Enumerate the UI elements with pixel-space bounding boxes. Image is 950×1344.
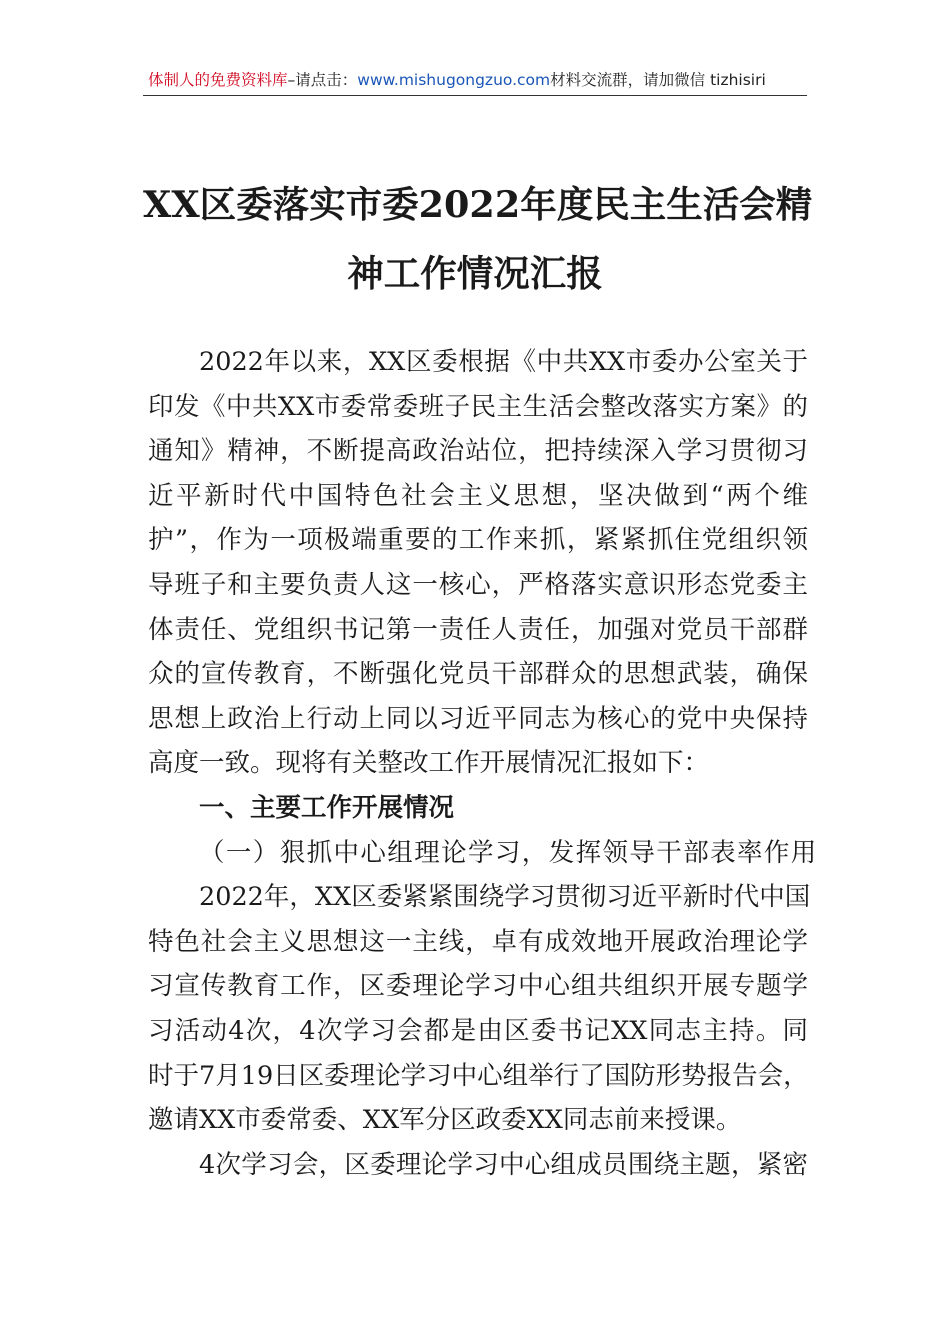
document-title-line-1: XX区委落实市委2022年度民主生活会精 (143, 183, 813, 226)
subsection-heading: （一）狠抓中心组理论学习，发挥领导干部表率作用 (199, 837, 818, 868)
header-divider (143, 95, 807, 96)
document-body (148, 340, 818, 1187)
paragraph-line: 印发《中共XX市委常委班子民主生活会整改落实方案》的 (148, 391, 808, 422)
paragraph-line: 护”，作为一项极端重要的工作来抓，紧紧抓住党组织领 (148, 525, 808, 556)
paragraph-line: 2022年以来，XX区委根据《中共XX市委办公室关于 (199, 347, 808, 377)
paragraph-line-last: 高度一致。现将有关整改工作开展情况汇报如下： (148, 748, 710, 779)
section-heading: 一、主要工作开展情况 (199, 792, 455, 823)
header-url-link[interactable]: www.mishugongzuo.com (357, 71, 551, 89)
paragraph-line-last: 邀请XX市委常委、XX军分区政委XX同志前来授课。 (148, 1105, 742, 1136)
paragraph-line: 时于7月19日区委理论学习中心组举行了国防形势报告会， (148, 1060, 809, 1091)
document-title-line-2: 神工作情况汇报 (347, 252, 603, 295)
paragraph-line: 体责任、党组织书记第一责任人责任，加强对党员干部群 (148, 614, 808, 645)
paragraph-line: 导班子和主要负责人这一核心，严格落实意识形态党委主 (148, 569, 808, 600)
paragraph-line: 特色社会主义思想这一主线，卓有成效地开展政治理论学 (148, 926, 808, 957)
paragraph-line: 4次学习会，区委理论学习中心组成员围绕主题，紧密 (199, 1149, 808, 1180)
paragraph-line: 思想上政治上行动上同以习近平同志为核心的党中央保持 (148, 703, 808, 734)
header-contact: 材料交流群，请加微信 tizhisiri (550, 71, 766, 89)
paragraph-line: 通知》精神，不断提高政治站位，把持续深入学习贯彻习 (148, 436, 808, 467)
paragraph-line: 习活动4次，4次学习会都是由区委书记XX同志主持。同 (148, 1015, 808, 1046)
header-prompt: –请点击： (287, 71, 358, 89)
paragraph-line: 2022年，XX区委紧紧围绕学习贯彻习近平新时代中国 (199, 882, 811, 913)
paragraph-line: 众的宣传教育，不断强化党员干部群众的思想武装，确保 (148, 659, 808, 690)
page-header (148, 66, 808, 94)
paragraph-line: 近平新时代中国特色社会主义思想，坚决做到“两个维 (148, 480, 808, 511)
header-brand: 体制人的免费资料库 (148, 71, 288, 89)
paragraph-line: 习宣传教育工作，区委理论学习中心组共组织开展专题学 (148, 971, 808, 1002)
